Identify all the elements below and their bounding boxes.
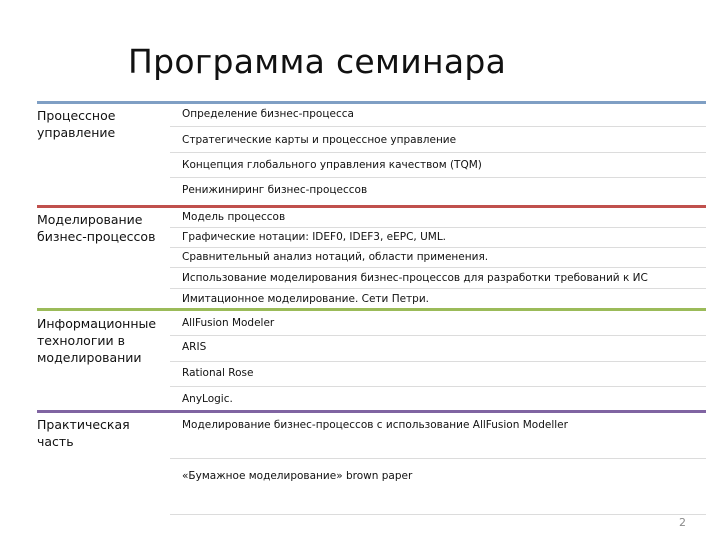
section-process-modeling [37,205,706,313]
slide-title: Программа семинара [128,42,507,81]
list-item: ARIS [182,341,207,353]
list-item: Концепция глобального управления качеством (TQM) [182,159,482,171]
list-item: AllFusion Modeler [182,317,275,329]
section-label: Моделирование бизнес-процессов [37,212,156,244]
row-divider [170,152,706,153]
row-divider [170,361,706,362]
row-divider [170,267,706,268]
list-item: Ренижиниринг бизнес-процессов [182,184,368,196]
row-divider [170,514,706,515]
list-item: Сравнительный анализ нотаций, области применения. [182,251,489,263]
list-item: Модель процессов [182,211,286,223]
list-item: Стратегические карты и процессное управление [182,134,457,146]
section-label: Практическая часть [37,417,130,449]
section-rule [37,308,706,311]
section-rule [37,101,706,104]
row-divider [170,458,706,459]
list-item: AnyLogic. [182,393,233,405]
row-divider [170,335,706,336]
list-item: Моделирование бизнес-процессов с использование AllFusion Modeller [182,419,568,431]
section-process-management [37,101,706,209]
list-item: Имитационное моделирование. Сети Петри. [182,293,430,305]
row-divider [170,227,706,228]
section-label: Информационные технологии в моделировании [37,316,157,365]
list-item: Rational Rose [182,367,254,379]
row-divider [170,386,706,387]
list-item: Графические нотации: IDEF0, IDEF3, eEPC, UML. [182,231,447,243]
row-divider [170,177,706,178]
list-item: Использование моделирования бизнес-процессов для разработки требований к ИС [182,272,648,284]
row-divider [170,288,706,289]
list-item: Определение бизнес-процесса [182,108,354,120]
list-item: «Бумажное моделирование» brown paper [182,470,413,482]
row-divider [170,247,706,248]
section-practical-part [37,410,706,520]
row-divider [170,126,706,127]
page-number: 2 [679,516,686,529]
section-label: Процессное управление [37,108,116,140]
section-rule [37,410,706,413]
section-information-technology [37,308,706,413]
section-rule [37,205,706,208]
